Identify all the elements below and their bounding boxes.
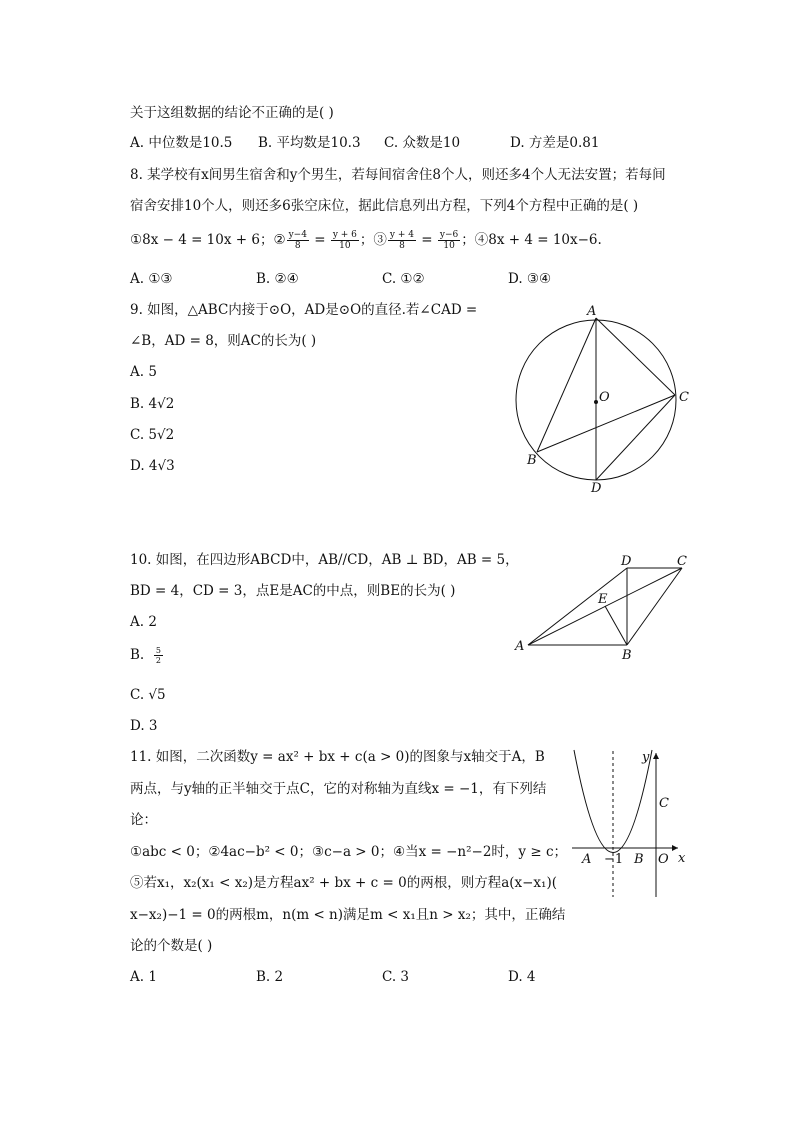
q10-option-b: B. $\frac{5}{2}$ xyxy=(130,646,161,665)
q11-line-1: 11. 如图，二次函数y = ax² + bx + c(a > 0)的图象与x轴交于A，B xyxy=(130,749,545,765)
q8-frac-c: $\frac{y + 4}{8}$ xyxy=(389,230,414,251)
q7-option-d: D. 方差是0.81 xyxy=(510,135,600,151)
q10-segment-ad xyxy=(528,568,627,645)
q10-label-d: D xyxy=(621,554,632,569)
q10-option-b-fraction: $\frac{5}{2}$ xyxy=(155,646,161,665)
q10-label-a: A xyxy=(515,639,525,654)
q11-line-4: ①abc < 0；②4ac−b² < 0；③c−a > 0；④当x = −n²−2时，y ≥ c； xyxy=(130,844,568,860)
q11-line-5: ⑤若x₁，x₂(x₁ < x₂)是方程ax² + bx + c = 0的两根，则方程a(x−x₁)( xyxy=(130,875,557,891)
q9-center-point xyxy=(594,400,598,404)
q11-label-b: B xyxy=(634,852,644,867)
q9-circle-figure xyxy=(505,298,705,498)
q8-line-1: 8. 某学校有x间男生宿舍和y个男生，若每间宿舍住8个人，则还多4个人无法安置；若每间 xyxy=(130,167,666,183)
q11-option-d: D. 4 xyxy=(508,969,536,985)
q9-option-a: A. 5 xyxy=(130,364,157,380)
q11-label-y: y xyxy=(642,750,650,765)
q10-option-a: A. 2 xyxy=(130,614,157,630)
q8-line-2: 宿舍安排10个人，则还多6张空床位，据此信息列出方程，下列4个方程中正确的是( ) xyxy=(130,198,639,214)
q10-line-1: 10. 如图，在四边形ABCD中，AB//CD，AB ⊥ BD，AB = 5， xyxy=(130,552,519,568)
q9-option-b: B. 4√2 xyxy=(130,396,175,412)
q11-option-c: C. 3 xyxy=(382,969,410,985)
q9-line-2: ∠B，AD = 8，则AC的长为( ) xyxy=(130,333,317,349)
q9-label-a: A xyxy=(587,304,597,319)
q11-line-6: x−x₂)−1 = 0的两根m，n(m < n)满足m < x₁且n > x₂；其中，正确结 xyxy=(130,907,566,923)
q10-label-b: B xyxy=(622,648,632,663)
q7-option-a: A. 中位数是10.5 xyxy=(130,135,233,151)
q8-equations: ①8x − 4 = 10x + 6；② $\frac{y-4}{8}$ = $\frac{y + 6}{10}$ ；③ $\frac{y + 4}{8}$ = $\frac{y-6}{10}$ ；④8x + 4 = 10x−6. xyxy=(130,230,602,251)
q8-option-d: D. ③④ xyxy=(508,271,552,287)
q8-frac-a: $\frac{y-4}{8}$ xyxy=(288,230,307,251)
q8-eq-1: ①8x − 4 = 10x + 6；② xyxy=(130,232,286,248)
q10-segment-bc xyxy=(627,568,682,645)
q8-option-c: C. ①② xyxy=(382,271,425,287)
q8-frac-b: $\frac{y + 6}{10}$ xyxy=(332,230,357,251)
q11-label-a: A xyxy=(582,852,592,867)
q9-option-c: C. 5√2 xyxy=(130,427,175,443)
q10-label-e: E xyxy=(598,592,608,607)
q11-line-3: 论： xyxy=(130,812,157,828)
q10-segment-be xyxy=(605,606,627,645)
q8-frac-d: $\frac{y-6}{10}$ xyxy=(439,230,459,251)
q9-label-b: B xyxy=(527,453,537,468)
q7-option-b: B. 平均数是10.3 xyxy=(258,135,361,151)
q9-line-1: 9. 如图，△ABC内接于⊙O，AD是⊙O的直径.若∠CAD = xyxy=(130,302,478,318)
q7-option-c: C. 众数是10 xyxy=(384,135,461,151)
q11-line-7: 论的个数是( ) xyxy=(130,938,213,954)
q10-option-d: D. 3 xyxy=(130,718,158,734)
q10-line-2: BD = 4，CD = 3，点E是AC的中点，则BE的长为( ) xyxy=(130,583,456,599)
q9-segment-cd xyxy=(596,395,675,480)
q9-option-d: D. 4√3 xyxy=(130,458,175,474)
q7-stem: 关于这组数据的结论不正确的是( ) xyxy=(130,105,334,121)
q11-label-o: O xyxy=(658,852,669,867)
q11-parabola-figure xyxy=(566,745,696,905)
q9-label-c: C xyxy=(679,390,689,405)
q11-line-2: 两点，与y轴的正半轴交于点C，它的对称轴为直线x = −1，有下列结 xyxy=(130,781,547,797)
q11-label-minus-1: −1 xyxy=(604,852,624,867)
q11-option-a: A. 1 xyxy=(130,969,157,985)
q11-label-x: x xyxy=(678,851,686,866)
q11-label-c: C xyxy=(659,796,669,811)
q8-option-a: A. ①③ xyxy=(130,271,173,287)
q8-option-b: B. ②④ xyxy=(256,271,299,287)
q9-label-o: O xyxy=(599,390,610,405)
q11-option-b: B. 2 xyxy=(256,969,284,985)
q10-label-c: C xyxy=(677,554,687,569)
q10-option-c: C. √5 xyxy=(130,687,166,703)
q10-quadrilateral-figure xyxy=(512,550,702,665)
q9-label-d: D xyxy=(591,481,602,496)
